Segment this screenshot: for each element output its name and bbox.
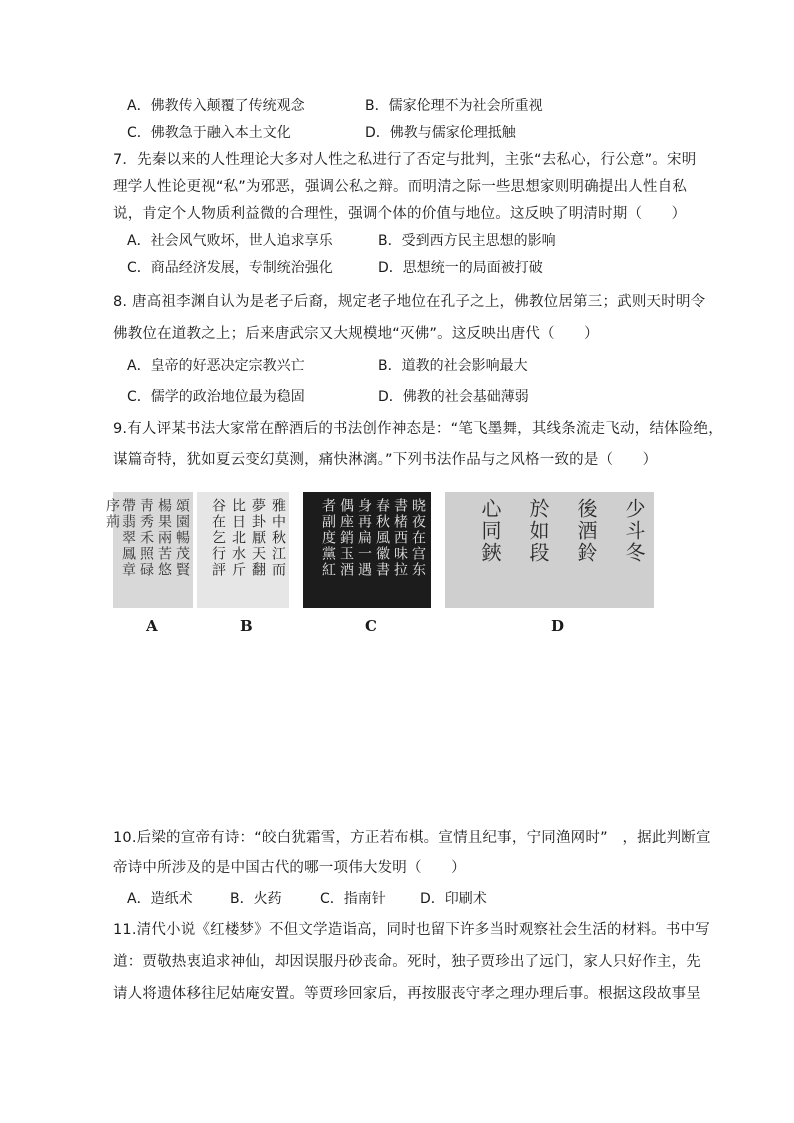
image-label-b: B	[240, 617, 253, 635]
calligraphy-image-d: 少斗冬 後酒鈴 於如段 心同鋏	[445, 492, 654, 608]
q10-option-b: B．火药	[230, 891, 282, 907]
image-label-a: A	[146, 617, 158, 635]
q8-stem-line2: 佛教位在道教之上；后来唐武宗又大规模地“灭佛”。这反映出唐代（ ）	[113, 326, 599, 342]
q8-option-c: C．儒学的政治地位最为稳固	[127, 389, 305, 405]
q6-option-a: A．佛教传入颠覆了传统观念	[127, 98, 305, 114]
q8-option-a: A．皇帝的好恶决定宗教兴亡	[127, 358, 305, 374]
q8-stem-line1: 8. 唐高祖李渊自认为是老子后裔，规定老子地位在孔子之上，佛教位居第三；武则天时明令	[113, 294, 706, 310]
q11-stem-line1: 11.清代小说《红楼梦》不但文学造诣高，同时也留下许多当时观察社会生活的材料。书中写	[113, 922, 710, 938]
q6-option-c: C．佛教急于融入本土文化	[127, 125, 291, 141]
q7-option-c: C．商品经济发展，专制统治强化	[127, 260, 333, 276]
q7-option-d: D．思想统一的局面被打破	[378, 260, 543, 276]
q7-stem-line2: 理学人性论更视“私”为邪恶，强调公私之辩。而明清之际一些思想家则明确提出人性自私	[113, 179, 688, 195]
q10-stem-line1: 10.后梁的宣帝有诗：“皎白犹霜雪，方正若布棋。宣情且纪事，宁同渔网时” ，据此判断宣	[113, 830, 711, 846]
q10-stem-line2: 帝诗中所涉及的是中国古代的哪一项伟大发明（ ）	[113, 860, 466, 876]
q11-stem-line2: 道：贾敬热衷追求神仙，却因误服丹砂丧命。死时，独子贾珍出了远门，家人只好作主，先	[113, 954, 701, 970]
calligraphy-image-b: 雅中秋江而 夢卦厭天翻 比日北水斤 谷在乞行評	[197, 492, 289, 608]
q7-stem-line1: 7．先秦以来的人性理论大多对人性之私进行了否定与批判，主张“去私心，行公意”。宋明	[113, 152, 697, 168]
q7-option-a: A．社会风气败坏，世人追求享乐	[127, 233, 333, 249]
q9-stem-line2: 谋篇奇特，犹如夏云变幻莫测，痛快淋漓。”下列书法作品与之风格一致的是（ ）	[113, 452, 658, 468]
image-label-d: D	[551, 617, 565, 635]
q10-option-a: A．造纸术	[127, 891, 193, 907]
q7-stem-line3: 说，肯定个人物质利益微的合理性，强调个体的价值与地位。这反映了明清时期（ ）	[113, 206, 687, 222]
calligraphy-image-a: 頌園暢茂賢 楊果兩苦悠 靑秀禾照碌 帶翡翠鳳章 序荊	[113, 492, 193, 608]
image-label-c: C	[365, 617, 377, 635]
q6-option-b: B．儒家伦理不为社会所重视	[365, 98, 543, 114]
q6-option-d: D．佛教与儒家伦理抵触	[365, 125, 516, 141]
q8-option-b: B．道教的社会影响最大	[378, 358, 528, 374]
q10-option-c: C．指南针	[320, 891, 386, 907]
q10-option-d: D．印刷术	[420, 891, 487, 907]
q9-stem-line1: 9.有人评某书法大家常在醉酒后的书法创作神态是：“笔飞墨舞，其线条流走飞动，结体险绝，	[113, 421, 723, 437]
q11-stem-line3: 请人将遗体移往尼姑庵安置。等贾珍回家后，再按服丧守孝之理办理后事。根据这段故事呈	[113, 986, 701, 1002]
calligraphy-image-c: 晓夜在宫东 書楮西味拉 春秋風徽書 身再扁一遇 偶座銷玉酒 者副度黨紅	[303, 492, 431, 608]
q8-option-d: D．佛教的社会基础薄弱	[378, 389, 529, 405]
q7-option-b: B．受到西方民主思想的影响	[378, 233, 556, 249]
